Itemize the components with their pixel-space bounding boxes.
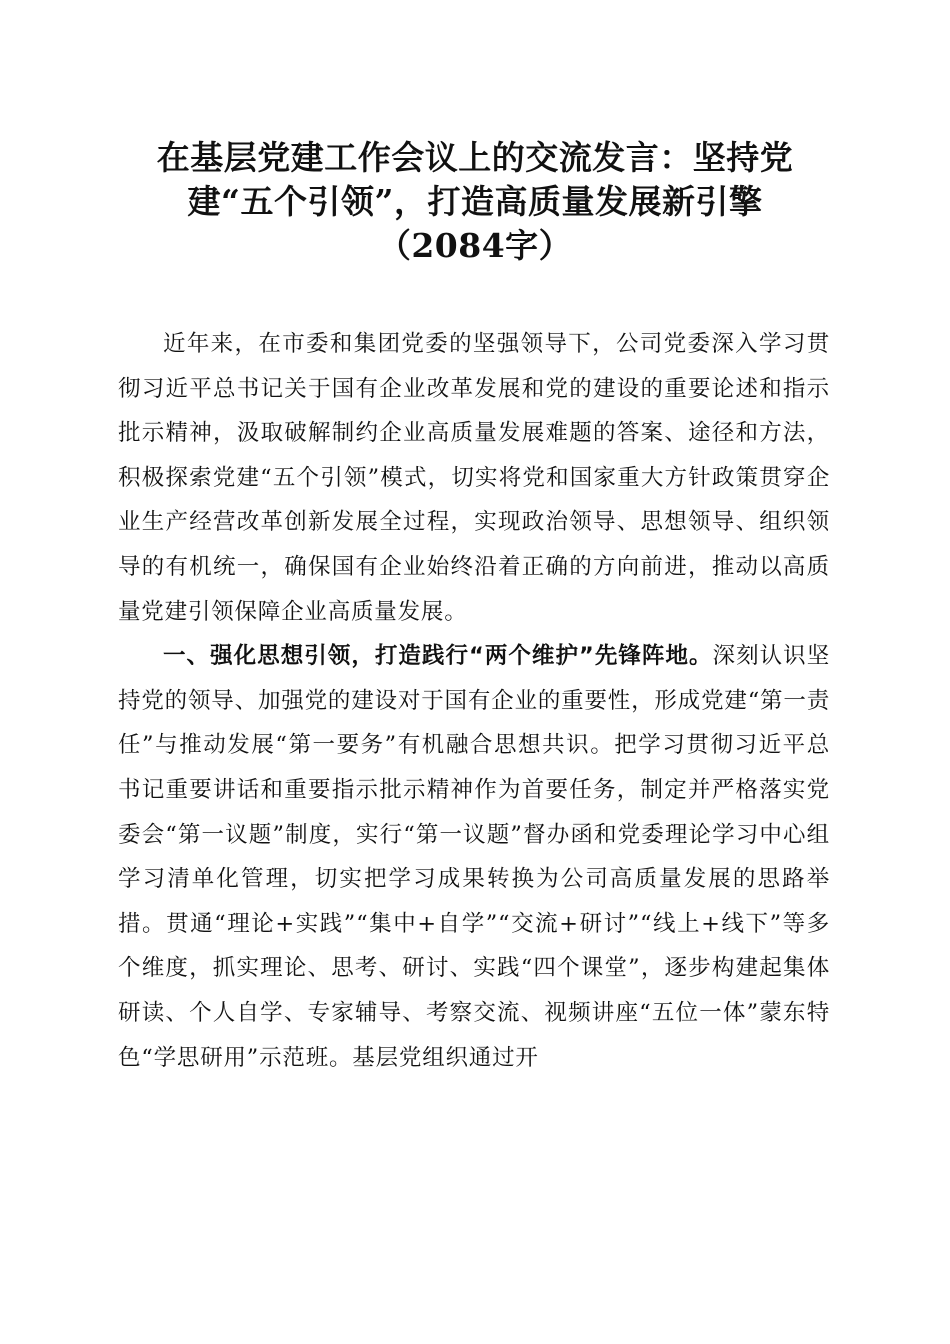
section-1-heading: 一、强化思想引领，打造践行“两个维护”先锋阵地。 xyxy=(163,643,713,670)
paragraph-intro xyxy=(118,322,830,634)
paragraph-section-1 xyxy=(118,634,830,1080)
paragraph-intro-text: 近年来，在市委和集团党委的坚强领导下，公司党委深入学习贯彻习近平总书记关于国有企业改革发展和党的建设的重要论述和指示批示精神，汲取破解制约企业高质量发展难题的答案、途径和方法，积极探索党建“五个引领”模式，切实将党和国家重大方针政策贯穿企业生产经营改革创新发展全过程，实现政治领导、思想领导、组织领导的有机统一，确保国有企业始终沿着正确的方向前进，推动以高质量党建引领保障企业高质量发展。 xyxy=(118,331,830,625)
document-title xyxy=(120,136,830,268)
document-body xyxy=(118,322,830,1080)
title-line-2: 建“五个引领”，打造高质量发展新引擎 xyxy=(187,182,763,221)
title-line-3: （2084字） xyxy=(377,226,573,265)
section-1-text: 深刻认识坚持党的领导、加强党的建设对于国有企业的重要性，形成党建“第一责任”与推动发展“第一要务”有机融合思想共识。把学习贯彻习近平总书记重要讲话和重要指示批示精神作为首要任务，制定并严格落实党委会“第一议题”制度，实行“第一议题”督办函和党委理论学习中心组学习清单化管理，切实把学习成果转换为公司高质量发展的思路举措。贯通“理论+实践”“集中+自学”“交流+研讨”“线上+线下”等多个维度，抓实理论、思考、研讨、实践“四个课堂”，逐步构建起集体研读、个人自学、专家辅导、考察交流、视频讲座“五位一体”蒙东特色“学思研用”示范班。基层党组织通过开 xyxy=(118,643,830,1071)
title-line-1: 在基层党建工作会议上的交流发言：坚持党 xyxy=(156,138,794,177)
